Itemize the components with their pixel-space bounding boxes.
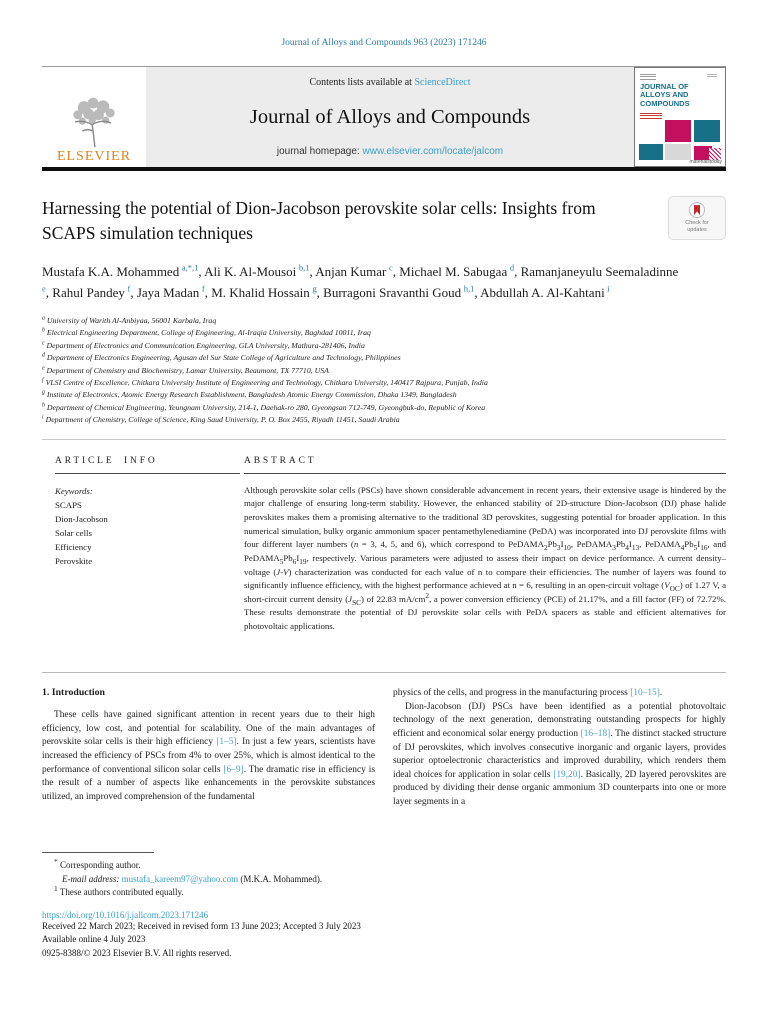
journal-citation-header: Journal of Alloys and Compounds 963 (2023) 171246 [281, 38, 487, 48]
affiliation: $^d$ Department of Electronics Engineering, Agusan del Sur State College of Agriculture and Technology, Philippines [42, 352, 401, 363]
info-abstract-section [42, 439, 726, 634]
keyword: Solar cells [55, 528, 92, 539]
affiliation: $^e$ Department of Chemistry and Biochemistry, Lamar University, Beaumont, TX 77710, USA [42, 364, 329, 375]
article-info-heading: ARTICLE INFO [55, 455, 158, 466]
cover-title: JOURNAL OF ALLOYS AND COMPOUNDS [640, 82, 690, 108]
abstract-heading: ABSTRACT [244, 455, 317, 466]
paragraph: Dion-Jacobson (DJ) PSCs have been identified as a potential photovoltaic technology of the next generation, demonstrating outstanding prospects for highly efficient and economical solar energy production [16–18]. The distinct stacked structure of DJ perovskites, which involves consecutive inorganic and organic layers, provides superior optoelectronic characteristics and improved durability, which renders them ideal choices for application in solar cells [19,20]. Basically, 2D layered perovskites are produced by dividing their dense organic ammonium 3D counterparts into one or more layer segments in a [393, 701, 726, 807]
badge-label: Check for updates [685, 220, 709, 233]
author: Jaya Madan $^f$, [136, 283, 212, 301]
keyword: Dion-Jacobson [55, 513, 108, 524]
email-line [42, 873, 726, 887]
abstract-text: Although perovskite solar cells (PSCs) have shown considerable advancement in recent years, their extensive usage is hindered by the major challenge of ensuring long-term stability. However, the enhanced stability of 2D-structure Dion-Jacobson (DJ) phase halide perovskites makes them a promising alternative to the traditional 3D perovskites, suggesting potential for broader application. In this numerical simulation, bulky organic ammonium spacer pentamethylenediamine (PeDA) was incorporated into DJ perovskite films with four different layer numbers (n = 3, 4, 5, and 6), which correspond to $PeDAMA_2Pb_3I_{10}$, $PeDAMA_3Pb_4I_{13}$, $PeDAMA_4Pb_5I_{16}$, and $PeDAMA_5Pb_6I_{19}$, respectively. Various parameters were adjusted to assess their impact on device performance. A current density–voltage (J-V) characterization was conducted for each value of n to compare their efficiencies. The number of layers was found to significantly influence efficiency, with the highest performance achieved at n = 6, resulting in an open-circuit voltage $(V_{OC})$ of 1.27 V, a short-circuit current density $(J_{SC})$ of 22.83 $mA/cm^2$, a power conversion efficiency (PCE) of 21.17%, and a fill factor (FF) of 72.72%. These results demonstrate the potential of DJ perovskite solar cells with PeDA spacers as stable and efficient alternatives for photovoltaic applications. [244, 484, 726, 632]
journal-banner [42, 66, 726, 171]
equal-contribution-note: $^1$ These authors contributed equally. [54, 884, 184, 897]
email-suffix: (M.K.A. Mohammed). [238, 873, 323, 884]
sciencedirect-link[interactable]: ScienceDirect [414, 77, 471, 88]
intro-column-left [42, 687, 375, 848]
email-label: E-mail address: [62, 873, 122, 884]
affiliation-list [42, 315, 726, 427]
intro-right-paragraphs [393, 687, 726, 810]
introduction-heading: 1. Introduction [42, 687, 105, 698]
affiliation: $^g$ Institute of Electronics, Atomic Energy Research Establishment, Bangladesh Atomic Energy Commission, Dhaka 1349, Bangladesh [42, 389, 457, 400]
affiliation: $^a$ University of Warith Al-Anbiyaa, 56001 Karbala, Iraq [42, 315, 217, 325]
keyword: SCAPS [55, 499, 82, 510]
keywords-list [55, 498, 240, 568]
elsevier-wordmark: ELSEVIER [56, 149, 132, 164]
author: Burragoni Sravanthi Goud $^{h,1}$, [323, 283, 481, 301]
keyword: Perovskite [55, 556, 93, 567]
introduction-section [42, 672, 726, 848]
crossmark-icon [689, 202, 705, 218]
citation-link[interactable]: [10–15] [630, 688, 660, 698]
paragraph: These cells have gained significant attention in recent years due to their high efficiency, low cost, and potential for scalability. One of the main advantages of perovskite solar cells is their high efficiency [1–5]. In just a few years, scientists have increased the efficiency of PSCs from 4% to over 25%, which is almost identical to the performance of conventional silicon solar cells [6–9]. The dramatic rise in efficiency is the result of a number of aspects like enhancements in the perovskite substances utilized, an improved comprehension of the fundamental [42, 710, 375, 802]
received-dates: Received 22 March 2023; Received in revised form 13 June 2023; Accepted 3 July 2023 [42, 920, 361, 931]
corresponding-author-note: * Corresponding author. [54, 857, 141, 870]
journal-cover-thumbnail [634, 67, 726, 167]
author: Mustafa K.A. Mohammed $^{a,*,1}$, [42, 262, 205, 279]
citation-link[interactable]: [19,20] [553, 769, 581, 780]
cover-meta-lines [640, 72, 656, 81]
article-info-column [42, 456, 240, 634]
paragraph: physics of the cells, and progress in the manufacturing process [10–15]. [393, 688, 663, 698]
cover-meta-lines-right [707, 72, 717, 79]
affiliation: $^i$ Department of Chemistry, College of Science, King Saud University, P. O. Box 2455, Riyadh 11451, Saudi Arabia [42, 414, 400, 425]
issn-copyright: 0925-8388/© 2023 Elsevier B.V. All rights reserved. [42, 947, 232, 958]
author: Michael M. Sabugaa $^d$, [399, 262, 521, 279]
author-list [42, 261, 682, 304]
author: Ali K. Al-Mousoi $^{b,1}$, [204, 262, 316, 279]
affiliation: $^f$ VLSI Centre of Excellence, Chitkara University Institute of Engineering and Technology, Chitkara University, 140417 Rajpura, Punjab, India [42, 377, 488, 387]
email-link[interactable]: mustafa_kareem97@yahoo.com [121, 873, 239, 884]
citation-link[interactable]: [6–9] [223, 764, 244, 775]
contents-text: Contents lists available at [309, 77, 415, 88]
keywords-label: Keywords: [55, 485, 93, 496]
author: Anjan Kumar $^c$, [315, 262, 400, 279]
abstract-column [240, 456, 726, 634]
affiliation: $^b$ Electrical Engineering Department, College of Engineering, Al-Iraqia University, Baghdad 10011, Iraq [42, 327, 371, 338]
citation-link[interactable]: [1–5] [216, 737, 237, 748]
paper-title: Harnessing the potential of Dion-Jacobson perovskite solar cells: Insights from SCAPS simulation techniques [42, 198, 596, 244]
affiliation: $^h$ Department of Chemical Engineering, Yeungnam University, 214-1, Daehak-ro 280, Gyeongsan 712-749, Gyeongbuk-do, Republic of Korea [42, 402, 486, 412]
cover-red-lines [640, 111, 662, 120]
available-online: Available online 4 July 2023 [42, 934, 146, 944]
affiliation: $^c$ Department of Electronics and Communication Engineering, GLA University, Mathura-281406, India [42, 339, 365, 350]
homepage-link[interactable]: www.elsevier.com/locate/jalcom [362, 146, 504, 157]
homepage-label: journal homepage: [276, 146, 363, 157]
banner-center [146, 67, 634, 167]
article-header [42, 196, 726, 634]
author: Ramanjaneyulu Seemaladinne $^e$, [42, 263, 681, 301]
heading-rule [244, 473, 726, 474]
contents-line [309, 77, 470, 88]
author: Abdullah A. Al-Kahtani $^i$ [480, 283, 610, 301]
intro-column-right [393, 687, 726, 848]
footnote-rule [42, 852, 154, 853]
cover-pattern [639, 120, 721, 160]
author: M. Khalid Hossain $^g$, [211, 283, 324, 301]
doi-link[interactable]: https://doi.org/10.1016/j.jallcom.2023.171246 [42, 909, 209, 920]
divider-bar [42, 167, 726, 171]
elsevier-tree-icon [62, 95, 126, 149]
author: Rahul Pandey $^f$, [52, 283, 137, 301]
intro-left-paragraphs [42, 709, 375, 804]
cover-footer-label: materialstoday [689, 159, 722, 165]
elsevier-logo [42, 67, 146, 167]
homepage-line [277, 146, 503, 157]
citation-link[interactable]: [16–18] [580, 728, 611, 739]
footer-section [42, 852, 726, 960]
check-for-updates-badge[interactable] [668, 196, 726, 240]
keyword: Efficiency [55, 542, 92, 553]
heading-rule [55, 473, 240, 474]
journal-title: Journal of Alloys and Compounds [249, 105, 531, 128]
